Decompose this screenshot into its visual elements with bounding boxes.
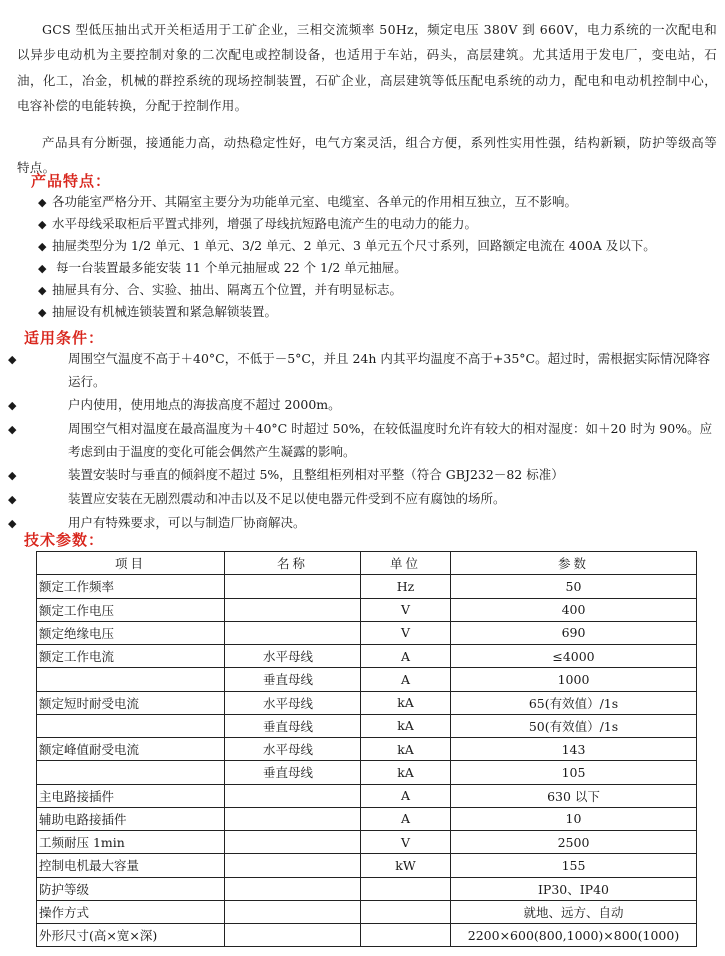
diamond-bullet-icon: ◆ [38, 218, 47, 231]
cell-value: ≤4000 [451, 645, 697, 668]
cell-unit [361, 877, 451, 900]
cell-unit: kA [361, 761, 451, 784]
cell-item: 额定绝缘电压 [37, 621, 225, 644]
cell-unit: kW [361, 854, 451, 877]
cell-name [225, 598, 361, 621]
diamond-bullet-icon: ◆ [8, 353, 17, 366]
table-row [37, 807, 697, 830]
cell-value: 2200×600(800,1000)×800(1000) [451, 924, 697, 947]
cell-value: 2500 [451, 831, 697, 854]
cell-value: 143 [451, 738, 697, 761]
cell-item: 外形尺寸(高×宽×深) [37, 924, 225, 947]
cell-name [225, 924, 361, 947]
list-item [8, 348, 718, 393]
table-row [37, 598, 697, 621]
list-item [8, 464, 718, 487]
tech-params-table [36, 551, 697, 947]
cell-value: 50(有效值）/1s [451, 714, 697, 737]
diamond-bullet-icon: ◆ [8, 517, 17, 530]
diamond-bullet-icon: ◆ [38, 262, 47, 275]
cell-item [37, 714, 225, 737]
cell-name: 垂直母线 [225, 668, 361, 691]
list-item-text: 装置应安装在无剧烈震动和冲击以及不足以使电器元件受到不应有腐蚀的场所。 [68, 491, 506, 506]
cell-unit: kA [361, 738, 451, 761]
cell-name [225, 575, 361, 598]
table-row [37, 877, 697, 900]
conditions-list [8, 348, 718, 536]
cell-unit: kA [361, 714, 451, 737]
list-item-text: 各功能室严格分开、其隔室主要分为功能单元室、电缆室、各单元的作用相互独立，互不影响。 [52, 194, 578, 209]
table-row [37, 924, 697, 947]
cell-value: 155 [451, 854, 697, 877]
list-item-text: 抽屉设有机械连锁装置和紧急解锁装置。 [52, 304, 278, 319]
diamond-bullet-icon: ◆ [38, 306, 47, 319]
list-item [38, 213, 718, 235]
cell-value: 1000 [451, 668, 697, 691]
diamond-bullet-icon: ◆ [8, 423, 17, 436]
tech-params-heading: 技术参数： [24, 531, 105, 549]
diamond-bullet-icon: ◆ [8, 399, 17, 412]
cell-unit: A [361, 668, 451, 691]
list-item-text: 抽屉具有分、合、实验、抽出、隔离五个位置，并有明显标志。 [52, 282, 403, 297]
cell-item: 主电路接插件 [37, 784, 225, 807]
table-row [37, 645, 697, 668]
cell-item: 控制电机最大容量 [37, 854, 225, 877]
list-item-text: 户内使用，使用地点的海拔高度不超过 2000m。 [68, 397, 341, 412]
cell-name [225, 807, 361, 830]
cell-name [225, 877, 361, 900]
cell-item: 辅助电路接插件 [37, 807, 225, 830]
table-row [37, 668, 697, 691]
list-item [38, 257, 718, 279]
cell-value: 就地、远方、自动 [451, 900, 697, 923]
list-item [8, 488, 718, 511]
cell-unit: A [361, 784, 451, 807]
cell-value: IP30、IP40 [451, 877, 697, 900]
header-value: 参数 [451, 552, 697, 575]
cell-name [225, 831, 361, 854]
cell-item: 防护等级 [37, 877, 225, 900]
cell-item: 额定峰值耐受电流 [37, 738, 225, 761]
diamond-bullet-icon: ◆ [38, 284, 47, 297]
table-row [37, 714, 697, 737]
cell-unit: V [361, 831, 451, 854]
cell-unit: V [361, 598, 451, 621]
list-item [38, 279, 718, 301]
conditions-heading: 适用条件： [24, 329, 105, 347]
table-row [37, 738, 697, 761]
cell-name: 垂直母线 [225, 714, 361, 737]
cell-name: 水平母线 [225, 645, 361, 668]
list-item-text: 每一台装置最多能安装 11 个单元抽屉或 22 个 1/2 单元抽屉。 [52, 260, 407, 275]
list-item-text: 抽屉类型分为 1/2 单元、1 单元、3/2 单元、2 单元、3 单元五个尺寸系列，回路额定电流在 400A 及以下。 [52, 238, 656, 253]
cell-item [37, 761, 225, 784]
list-item-text: 用户有特殊要求，可以与制造厂协商解决。 [68, 515, 306, 530]
cell-item: 额定工作电流 [37, 645, 225, 668]
table-row [37, 691, 697, 714]
cell-item: 额定工作频率 [37, 575, 225, 598]
header-name: 名称 [225, 552, 361, 575]
intro-paragraph-1: GCS 型低压抽出式开关柜适用于工矿企业，三相交流频率 50Hz，频定电压 380V 到 660V，电力系统的一次配电和以异步电动机为主要控制对象的二次配电或控制设备，也适用于车站，码头，高层建筑。尤其适用于发电厂，变电站，石油，化工，冶金，机械的群控系统的现场控制装置，石矿企业，高层建筑等低压配电系统的动力，配电和电动机控制中心，电容补偿的电能转换，分配于控制作用。 [17, 21, 717, 113]
table-row [37, 784, 697, 807]
cell-item: 操作方式 [37, 900, 225, 923]
cell-value: 65(有效值）/1s [451, 691, 697, 714]
cell-value: 400 [451, 598, 697, 621]
cell-unit [361, 900, 451, 923]
features-list [38, 191, 718, 323]
list-item-text: 装置安装时与垂直的倾斜度不超过 5%，且整组柜列相对平整（符合 GBJ232－82 标准） [68, 467, 564, 482]
table-row [37, 575, 697, 598]
cell-item [37, 668, 225, 691]
list-item-text: 水平母线采取柜后平置式排列，增强了母线抗短路电流产生的电动力的能力。 [52, 216, 478, 231]
diamond-bullet-icon: ◆ [8, 469, 17, 482]
cell-name [225, 854, 361, 877]
diamond-bullet-icon: ◆ [38, 196, 47, 209]
cell-name [225, 900, 361, 923]
list-item [38, 235, 718, 257]
list-item [38, 301, 718, 323]
list-item [8, 512, 718, 535]
diamond-bullet-icon: ◆ [38, 240, 47, 253]
list-item [8, 394, 718, 417]
table-row [37, 621, 697, 644]
table-row [37, 854, 697, 877]
list-item-text: 周围空气相对温度在最高温度为＋40°C 时超过 50%，在较低温度时允许有较大的相对湿度：如＋20 时为 90%。应考虑到由于温度的变化可能会偶然产生凝露的影响。 [68, 421, 713, 459]
cell-unit: V [361, 621, 451, 644]
header-unit: 单位 [361, 552, 451, 575]
table-header-row [37, 552, 697, 575]
list-item-text: 周围空气温度不高于＋40°C，不低于－5°C，并且 24h 内其平均温度不高于+35°C。超过时，需根据实际情况降容运行。 [68, 351, 711, 389]
cell-value: 105 [451, 761, 697, 784]
cell-value: 630 以下 [451, 784, 697, 807]
cell-name: 垂直母线 [225, 761, 361, 784]
cell-unit: Hz [361, 575, 451, 598]
table-row [37, 900, 697, 923]
table-row [37, 831, 697, 854]
cell-value: 10 [451, 807, 697, 830]
cell-value: 690 [451, 621, 697, 644]
cell-item: 额定工作电压 [37, 598, 225, 621]
cell-item: 额定短时耐受电流 [37, 691, 225, 714]
table-body [37, 575, 697, 947]
cell-value: 50 [451, 575, 697, 598]
table-row [37, 761, 697, 784]
cell-unit: A [361, 807, 451, 830]
cell-name: 水平母线 [225, 738, 361, 761]
diamond-bullet-icon: ◆ [8, 493, 17, 506]
cell-unit: A [361, 645, 451, 668]
list-item [8, 418, 718, 463]
features-heading: 产品特点： [31, 172, 112, 190]
cell-name [225, 784, 361, 807]
cell-name [225, 621, 361, 644]
cell-name: 水平母线 [225, 691, 361, 714]
list-item [38, 191, 718, 213]
intro-paragraph-2: 产品具有分断强，接通能力高，动热稳定性好，电气方案灵活，组合方便，系列性实用性强，结构新颖，防护等级高等特点。 [17, 134, 717, 175]
cell-unit: kA [361, 691, 451, 714]
cell-unit [361, 924, 451, 947]
cell-item: 工频耐压 1min [37, 831, 225, 854]
header-item: 项目 [37, 552, 225, 575]
